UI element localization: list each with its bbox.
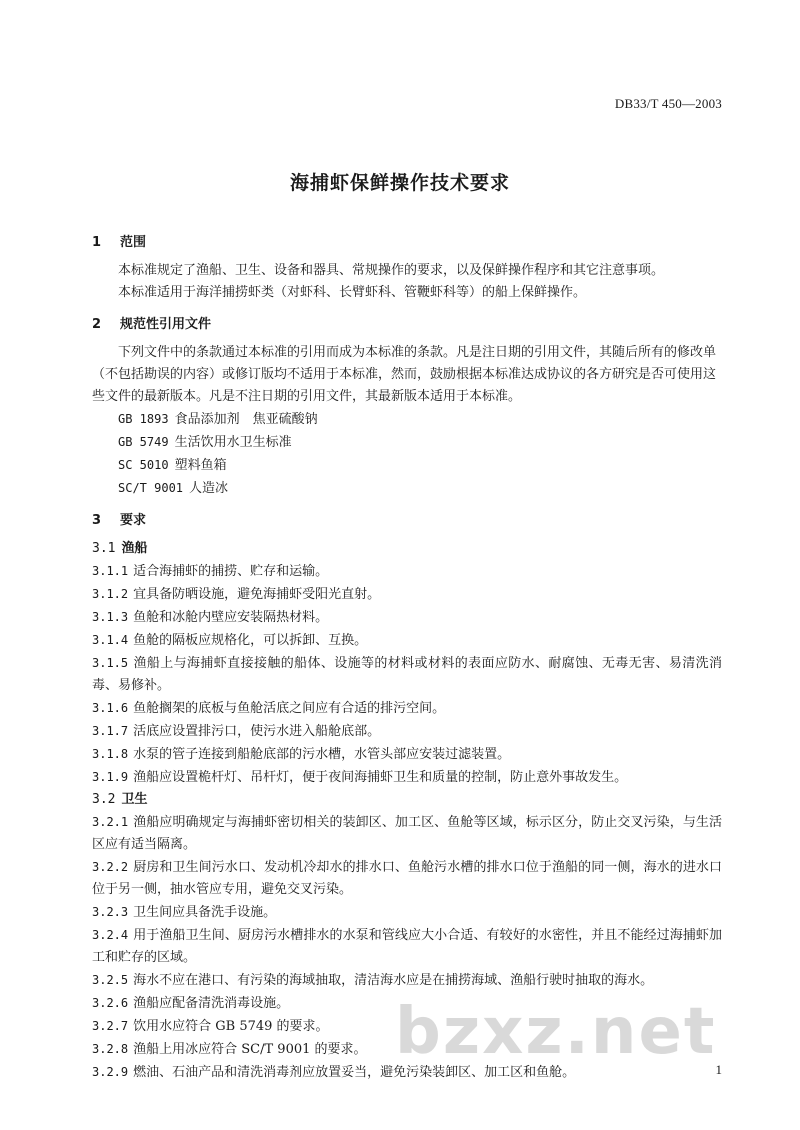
section-heading-requirements: 3 要求 bbox=[92, 513, 147, 528]
document-body bbox=[92, 232, 722, 1084]
clause: 3.2.9 燃油、石油产品和清洗消毒剂应放置妥当，避免污染装卸区、加工区和鱼舱。 bbox=[92, 1065, 576, 1080]
section-heading-normative-references: 2 规范性引用文件 bbox=[92, 317, 212, 332]
reference-item: GB 5749 生活饮用水卫生标准 bbox=[118, 435, 292, 450]
clause: 3.2.3 卫生间应具备洗手设施。 bbox=[92, 905, 277, 920]
clause: 3.2.4 用于渔船卫生间、厨房污水槽排水的水泵和管线应大小合适、有较好的水密性，并且不能经过海捕虾加工和贮存的区域。 bbox=[92, 928, 722, 965]
clause: 3.2.7 饮用水应符合 GB 5749 的要求。 bbox=[92, 1019, 329, 1034]
clause: 3.2.5 海水不应在港口、有污染的海域抽取，清洁海水应是在捕捞海域、渔船行驶时抽取的海水。 bbox=[92, 973, 654, 988]
clause: 3.1.1 适合海捕虾的捕捞、贮存和运输。 bbox=[92, 564, 329, 579]
clause: 3.1.3 鱼舱和冰舱内壁应安装隔热材料。 bbox=[92, 610, 329, 625]
subsection-heading-fishing-vessel: 3.1 渔船 bbox=[92, 541, 148, 556]
scope-paragraph: 本标准适用于海洋捕捞虾类（对虾科、长臂虾科、管鞭虾科等）的船上保鲜操作。 bbox=[118, 285, 587, 300]
page-number: 1 bbox=[715, 1062, 722, 1077]
clause: 3.1.6 鱼舱搁架的底板与鱼舱活底之间应有合适的排污空间。 bbox=[92, 701, 446, 716]
clause: 3.2.2 厨房和卫生间污水口、发动机冷却水的排水口、鱼舱污水槽的排水口位于渔船的同一侧，海水的进水口位于另一侧，抽水管应专用，避免交叉污染。 bbox=[92, 860, 722, 897]
clause: 3.1.9 渔船应设置桅杆灯、吊杆灯，便于夜间海捕虾卫生和质量的控制，防止意外事故发生。 bbox=[92, 770, 628, 785]
subsection-heading-hygiene: 3.2 卫生 bbox=[92, 792, 148, 807]
references-paragraph: 下列文件中的条款通过本标准的引用而成为本标准的条款。凡是注日期的引用文件，其随后所有的修改单（不包括勘误的内容）或修订版均不适用于本标准，然而，鼓励根据本标准达成协议的各方研究是否可使用这些文件的最新版本。凡是不注日期的引用文件，其最新版本适用于本标准。 bbox=[92, 345, 717, 404]
watermark: bzxz.net bbox=[395, 995, 717, 1069]
clause: 3.1.2 宜具备防晒设施，避免海捕虾受阳光直射。 bbox=[92, 587, 381, 602]
clause: 3.1.7 活底应设置排污口，使污水进入船舱底部。 bbox=[92, 724, 381, 739]
document-title: 海捕虾保鲜操作技术要求 bbox=[289, 172, 510, 194]
scope-paragraph: 本标准规定了渔船、卫生、设备和器具、常规操作的要求，以及保鲜操作程序和其它注意事项。 bbox=[118, 263, 665, 278]
reference-item: SC 5010 塑料鱼箱 bbox=[118, 458, 227, 473]
section-heading-scope: 1 范围 bbox=[92, 235, 147, 250]
clause: 3.1.8 水泵的管子连接到船舱底部的污水槽，水管头部应安装过滤装置。 bbox=[92, 747, 511, 762]
clause: 3.1.5 渔船上与海捕虾直接接触的船体、设施等的材料或材料的表面应防水、耐腐蚀、无毒无害、易清洗消毒、易修补。 bbox=[92, 656, 722, 693]
clause: 3.2.1 渔船应明确规定与海捕虾密切相关的装卸区、加工区、鱼舱等区域，标示区分，防止交叉污染，与生活区应有适当隔离。 bbox=[92, 815, 722, 852]
clause: 3.2.6 渔船应配备清洗消毒设施。 bbox=[92, 996, 290, 1011]
document-code: DB33/T 450—2003 bbox=[614, 96, 722, 111]
clause: 3.2.8 渔船上用冰应符合 SC/T 9001 的要求。 bbox=[92, 1042, 367, 1057]
reference-item: SC/T 9001 人造冰 bbox=[118, 481, 229, 496]
reference-item: GB 1893 食品添加剂 焦亚硫酸钠 bbox=[118, 412, 318, 427]
clause: 3.1.4 鱼舱的隔板应规格化，可以拆卸、互换。 bbox=[92, 633, 368, 648]
